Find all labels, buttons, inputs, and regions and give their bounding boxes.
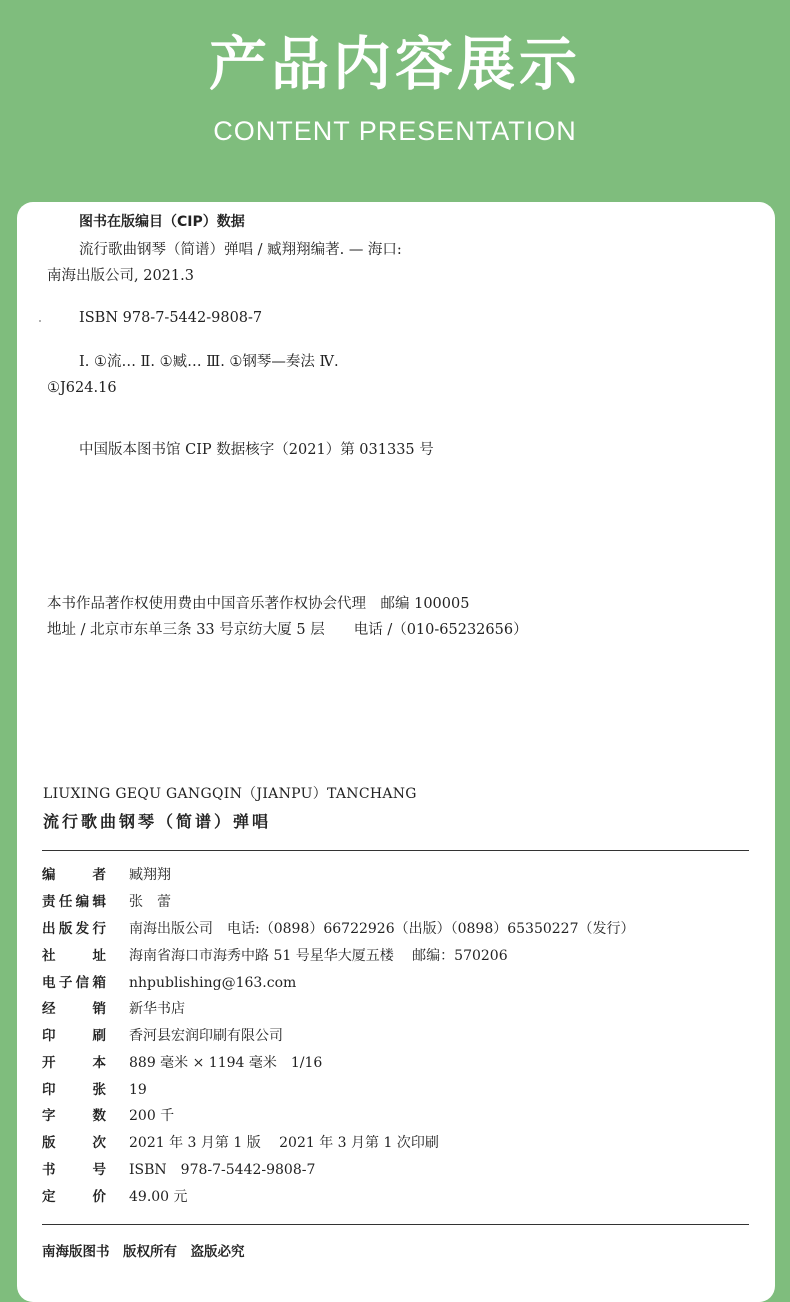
cip-heading: 图书在版编目（CIP）数据 bbox=[79, 214, 245, 230]
info-label: 印刷 bbox=[42, 1028, 106, 1044]
speck bbox=[39, 320, 41, 322]
info-value: 新华书店 bbox=[129, 1001, 185, 1017]
info-label: 定价 bbox=[42, 1189, 106, 1205]
info-label: 印张 bbox=[42, 1082, 106, 1098]
info-label: 经销 bbox=[42, 1001, 106, 1017]
copyright-line2: 地址 / 北京市东单三条 33 号京纺大厦 5 层 电话 /（010-65232656） bbox=[47, 622, 528, 638]
info-value: 49.00 元 bbox=[129, 1189, 188, 1205]
info-value: 张 蕾 bbox=[129, 894, 171, 910]
copyright-line1: 本书作品著作权使用费由中国音乐著作权协会代理 邮编 100005 bbox=[47, 596, 470, 612]
page-subtitle: CONTENT PRESENTATION bbox=[213, 116, 577, 146]
info-value: 200 千 bbox=[129, 1108, 175, 1124]
page-title: 产品内容展示 bbox=[208, 30, 581, 98]
info-label: 责任编辑 bbox=[42, 894, 106, 910]
info-label: 书号 bbox=[42, 1162, 106, 1178]
cip-line1: 流行歌曲钢琴（简谱）弹唱 / 臧翔翔编著. — 海口: bbox=[79, 242, 402, 258]
cip-class1: Ⅰ. ①流… Ⅱ. ①臧… Ⅲ. ①钢琴—奏法 Ⅳ. bbox=[79, 354, 339, 370]
divider-top bbox=[42, 850, 749, 851]
info-value: 南海出版公司 电话:（0898）66722926（出版）（0898）65350227（发行） bbox=[129, 921, 635, 937]
info-label: 出版发行 bbox=[42, 921, 106, 937]
info-value: ISBN 978-7-5442-9808-7 bbox=[129, 1162, 316, 1178]
info-label: 字数 bbox=[42, 1108, 106, 1124]
info-label: 社址 bbox=[42, 948, 106, 964]
copyright-page bbox=[17, 202, 775, 1302]
info-value: 香河县宏润印刷有限公司 bbox=[129, 1028, 283, 1044]
info-value: 19 bbox=[129, 1082, 147, 1098]
cip-class2: ①J624.16 bbox=[47, 380, 117, 396]
info-value: 889 毫米 × 1194 毫米 1/16 bbox=[129, 1055, 323, 1071]
cip-line2: 南海出版公司, 2021.3 bbox=[47, 268, 194, 284]
info-value: 臧翔翔 bbox=[129, 867, 171, 883]
info-label: 版次 bbox=[42, 1135, 106, 1151]
footer-notice: 南海版图书 版权所有 盗版必究 bbox=[42, 1244, 245, 1260]
divider-bottom bbox=[42, 1224, 749, 1225]
chinese-title: 流行歌曲钢琴（简谱）弹唱 bbox=[43, 812, 272, 831]
cip-isbn: ISBN 978-7-5442-9808-7 bbox=[79, 310, 263, 326]
cip-verify: 中国版本图书馆 CIP 数据核字（2021）第 031335 号 bbox=[79, 442, 434, 458]
info-label: 电子信箱 bbox=[42, 975, 106, 991]
info-label: 编者 bbox=[42, 867, 106, 883]
info-value: 2021 年 3 月第 1 版 2021 年 3 月第 1 次印刷 bbox=[129, 1135, 439, 1151]
info-value: 海南省海口市海秀中路 51 号星华大厦五楼 邮编：570206 bbox=[129, 948, 508, 964]
header-banner bbox=[0, 0, 790, 200]
info-value: nhpublishing@163.com bbox=[129, 975, 297, 991]
pinyin-title: LIUXING GEQU GANGQIN（JIANPU）TANCHANG bbox=[43, 786, 417, 802]
info-label: 开本 bbox=[42, 1055, 106, 1071]
